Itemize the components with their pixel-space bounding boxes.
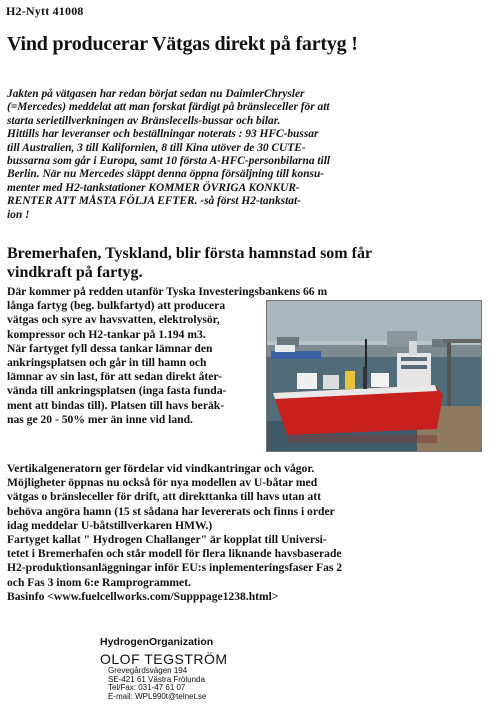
body-line: Vertikalgeneratorn ger fördelar vid vindkantringar och vågor. xyxy=(7,462,315,475)
subheadline-line: Bremerhafen, Tyskland, blir första hamnstad som får xyxy=(7,245,373,262)
body-line: Där kommer på redden utanför Tyska Investeringsbankens 66 m xyxy=(7,285,328,298)
body-line: Fartyget kallat " Hydrogen Challanger" är kopplat till Universi- xyxy=(7,533,327,547)
address-line: SE-421 61 Västra Frölunda xyxy=(108,674,205,684)
article-headline: Vind producerar Vätgas direkt på fartyg ! xyxy=(7,33,358,55)
body-line: tetet i Bremerhafen och står modell för flera liknande havsbaserade xyxy=(7,547,342,561)
body-line: långa fartyg (beg. bulkfartyd) att producera xyxy=(7,299,226,313)
intro-line: bussarna som går i Europa, samt 10 första A-HFC-personbilarna till xyxy=(7,155,331,168)
intro-line: till Australien, 3 till Kalifornien, 8 till Kina utöver de 30 CUTE- xyxy=(7,141,306,154)
subheadline-line: vindkraft på fartyg. xyxy=(7,263,143,281)
body-line: idag meddelar U-båtstillverkaren HMW.) xyxy=(7,518,213,532)
intro-line: Berlin. När nu Mercedes släppt denna öppna försäljning till konsu- xyxy=(7,168,325,181)
organization-name: HydrogenOrganization xyxy=(100,636,214,648)
intro-paragraph xyxy=(7,88,485,222)
body-line: När fartyget fyll dessa tankar lämnar den xyxy=(7,341,213,355)
address-line: Grevegårdsvägen 194 xyxy=(108,666,188,675)
body-line: kompressor och H2-tankar på 1.194 m3. xyxy=(7,327,206,341)
body-line: H2-produktionsanläggningar inför EU:s inplementeringsfaser Fas 2 xyxy=(7,561,343,575)
intro-line: Jakten på vätgasen har redan börjat sedan nu DaimlerChrysler xyxy=(7,88,305,100)
intro-line: ion ! xyxy=(7,208,30,221)
body-line: och Fas 3 inom 6:e Ramprogrammet. xyxy=(7,575,191,589)
email-line: E-mail: WPL990t@telnet.se xyxy=(108,691,207,701)
section-subheadline xyxy=(7,245,487,282)
body-line: vätgas o bränsleceller för drift, att direkttanka till havs utan att xyxy=(7,490,321,504)
body-paragraph-generator xyxy=(7,462,487,604)
body-line: ankringsplatsen och går in till hamn och xyxy=(7,356,207,370)
newsletter-issue-label: H2-Nytt 41008 xyxy=(6,4,84,18)
intro-line: menter med H2-tankstationer KOMMER ÖVRIGA KONKUR- xyxy=(7,181,300,194)
body-line: ment att bindas till). Platsen till havs beräk- xyxy=(7,398,225,412)
phone-line: Tel/Fax: 031-47 61 07 xyxy=(108,683,186,693)
body-line: Möjligheter öppnas nu också för nya modellen av U-båtar med xyxy=(7,476,318,490)
body-line: lämnar av sin last, för att sedan direkt åter- xyxy=(7,370,223,384)
body-line: vätgas och syre av havsvatten, elektrolysör, xyxy=(7,313,220,327)
intro-line: Hittills har leveranser och beställningar noterats : 93 HFC-bussar xyxy=(7,128,319,141)
signature-block xyxy=(100,636,300,701)
source-link[interactable]: Basinfo <www.fuelcellworks.com/Supppage1238.html> xyxy=(7,589,279,603)
intro-line: RENTER ATT MÅSTA FÖLJA EFTER. -så först H2-tankstat- xyxy=(7,195,301,208)
body-line: vända till ankringsplatsen (inga fasta funda- xyxy=(7,384,227,398)
intro-line: (=Mercedes) meddelat att man forskat färdigt på bränsleceller för att xyxy=(7,101,330,114)
intro-line: starta serietillverkningen av Bränslecells-bussar och bilar. xyxy=(7,114,281,127)
author-name: OLOF TEGSTRÖM xyxy=(100,651,228,667)
body-line: behöva angöra hamn (15 st sådana har levererats och finns i order xyxy=(7,504,335,518)
ship-photo xyxy=(266,300,482,452)
body-line: nas ge 20 - 50% mer än inne vid land. xyxy=(7,412,193,426)
